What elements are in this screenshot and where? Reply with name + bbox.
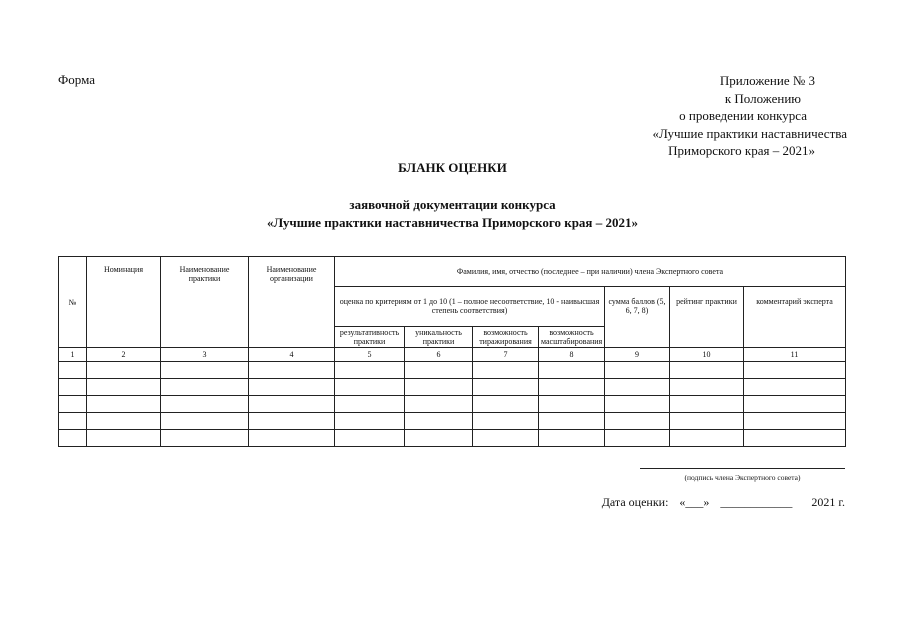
column-number: 8 — [539, 348, 605, 362]
column-number-row — [59, 348, 846, 362]
signature-line — [640, 468, 845, 469]
header-criterion: возможность масштабирования — [539, 327, 605, 348]
column-number: 3 — [161, 348, 249, 362]
header-expert-name: Фамилия, имя, отчество (последнее – при наличии) члена Экспертного совета — [335, 257, 846, 287]
table-row — [59, 379, 846, 396]
column-number: 11 — [744, 348, 846, 362]
appendix-line: «Лучшие практики наставничества — [652, 125, 847, 141]
date-label: Дата оценки: — [601, 495, 669, 509]
subtitle-line: «Лучшие практики наставничества Приморского края – 2021» — [267, 215, 638, 230]
appendix-line: Приложение № 3 — [719, 73, 815, 88]
column-number: 9 — [605, 348, 670, 362]
header-rating: рейтинг практики — [670, 287, 744, 348]
appendix-line: Приморского края – 2021» — [668, 143, 815, 158]
date-year: 2021 г. — [811, 495, 845, 509]
column-number: 2 — [87, 348, 161, 362]
header-comment: комментарий эксперта — [744, 287, 846, 348]
table-row — [59, 413, 846, 430]
page-subtitle — [0, 196, 905, 232]
appendix-line: о проведении конкурса — [679, 108, 807, 123]
column-number: 4 — [249, 348, 335, 362]
table-row — [59, 396, 846, 413]
header-sum: сумма баллов (5, 6, 7, 8) — [605, 287, 670, 348]
table-row — [59, 430, 846, 447]
subtitle-line: заявочной документации конкурса — [349, 197, 556, 212]
header-nomination: Номинация — [87, 257, 161, 348]
signature-caption: (подпись члена Экспертного совета) — [684, 473, 801, 482]
date-month-blank: ____________ — [720, 495, 793, 509]
page-title: БЛАНК ОЦЕНКИ — [398, 160, 507, 175]
header-criterion: возможность тиражирования — [473, 327, 539, 348]
evaluation-table — [58, 256, 846, 447]
header-organization: Наименование организации — [249, 257, 335, 348]
appendix-block — [547, 72, 847, 160]
evaluation-date — [602, 495, 845, 510]
header-criterion: результативность практики — [335, 327, 405, 348]
header-number: № — [59, 257, 87, 348]
column-number: 7 — [473, 348, 539, 362]
table-row — [59, 362, 846, 379]
date-day-blank: «___» — [679, 495, 710, 509]
header-criterion: уникальность практики — [405, 327, 473, 348]
header-practice-name: Наименование практики — [161, 257, 249, 348]
appendix-line: к Положению — [724, 90, 801, 106]
header-criteria-group: оценка по критериям от 1 до 10 (1 – полное несоответствие, 10 - наивысшая степень соответствия) — [335, 287, 605, 327]
column-number: 1 — [59, 348, 87, 362]
column-number: 6 — [405, 348, 473, 362]
column-number: 5 — [335, 348, 405, 362]
column-number: 10 — [670, 348, 744, 362]
form-label: Форма — [58, 72, 95, 87]
